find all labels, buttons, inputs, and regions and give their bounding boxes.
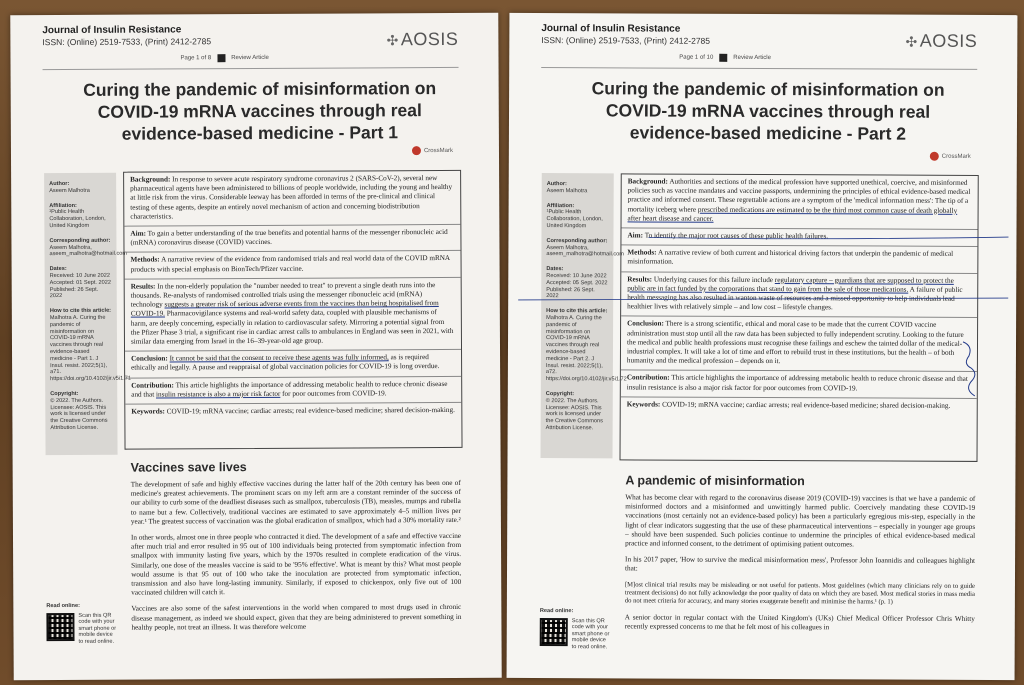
body-text: [625, 493, 976, 640]
read-online-text: Scan this QR code with your smart phone or mobile device to read online.: [571, 617, 610, 651]
sidebar-text: Malhotra A. Curing the pandemic of misinformation on COVID-19 mRNA vaccines through real evidence-based medicine - Part 1. J Insul. resist. 2022;5(1), a71. https://doi.org/10.4102/jir.v5i1.71: [49, 314, 132, 383]
paper-page-part-2: [507, 13, 1018, 680]
page-info: [180, 54, 268, 62]
journal-name: Journal of Insulin Resistance: [541, 23, 681, 35]
section-heading: A pandemic of misinformation: [625, 473, 805, 489]
paragraph: In his 2017 paper, 'How to survive the medical misinformation mess', Professor John Ioannidis and colleagues highlight that:: [625, 555, 976, 573]
abstract-methods: Methods: A narrative review of the evidence from randomised trials and real world data of the COVID mRNA products with special emphasis on BionTech/Pfizer vaccine.: [130, 254, 450, 274]
abstract-aim: Aim: To identify the major root causes of these public health failures.: [627, 231, 829, 241]
abstract-box: [123, 170, 462, 450]
read-online: [46, 603, 118, 646]
article-type: Review Article: [231, 54, 269, 62]
sidebar-text: Aseem Malhotra, aseem_malhotra@hotmail.com: [546, 244, 624, 258]
sidebar-label: How to cite this article:: [49, 307, 112, 315]
sidebar-text: ¹Public Health Collaboration, London, United Kingdom: [49, 209, 106, 230]
publisher-logo: ✣ AOSIS: [386, 28, 459, 50]
sidebar-text: © 2022. The Authors. Licensee: AOSIS. This work is licensed under the Creative Commons Attribution License.: [50, 397, 108, 431]
abstract-contribution: Contribution: This article highlights the importance of addressing metabolic health to reduce chronic disease and that insulin resistance is also a major risk factor for poor outcomes from COVID-19.: [626, 373, 968, 393]
article-type: Review Article: [733, 54, 771, 62]
qr-code-icon[interactable]: [46, 613, 74, 641]
abstract-conclusion: Conclusion: It cannot be said that the consent to receive these agents was fully informed, as is required ethically and legally. A pause and reappraisal of global vaccination policies for COVID-19 is long overdue.: [131, 353, 440, 373]
abstract-keywords: Keywords: COVID-19; mRNA vaccine; cardiac arrests; real evidence-based medicine; shared decision-making.: [626, 400, 951, 410]
sidebar-label: Copyright:: [50, 390, 79, 397]
sidebar-label: Dates:: [546, 266, 564, 273]
sidebar-text: Received: 10 June 2022 Accepted: 01 Sept. 2022 Published: 26 Sept. 2022: [49, 272, 111, 300]
sidebar-text: Aseem Malhotra, aseem_malhotra@hotmail.com: [49, 244, 128, 258]
aosis-logo-icon: ✣: [905, 33, 918, 50]
body-text: [131, 479, 462, 640]
crossmark-icon: [412, 146, 421, 155]
qr-code-icon[interactable]: [540, 618, 568, 646]
issn: ISSN: (Online) 2519-7533, (Print) 2412-2785: [42, 36, 212, 48]
sidebar-label: How to cite this article:: [546, 308, 608, 315]
abstract-box: [620, 173, 979, 462]
page-header: [541, 23, 977, 73]
crossmark-icon: [930, 152, 939, 161]
abstract-methods: Methods: A narrative review of both current and historical driving factors that underpin the pandemic of medical misinformation.: [627, 248, 954, 267]
sidebar-text: Aseem Malhotra: [546, 187, 588, 195]
sidebar-text: Aseem Malhotra: [49, 187, 90, 194]
sidebar-text: Malhotra A. Curing the pandemic of misinformation on COVID-19 mRNA vaccines through real evidence-based medicine - Part 2. J Insul. resist. 2022;5(1), a72. https://doi.org/10.4102/jir.v5i1.72: [545, 315, 627, 383]
paper-page-part-1: [10, 13, 501, 681]
abstract-contribution: Contribution: This article highlights the importance of addressing metabolic health to reduce chronic disease and that insulin resistance is also a major risk factor for poor outcomes from COVID-19.: [131, 379, 448, 399]
paragraph: What has become clear with regard to the coronavirus disease 2019 (COVID-19) vaccines is that we have a pandemic of misinformed doctors and a misinformed and unwittingly harmed public. Coercively mandating these COVID-19 vaccinations (most certainly not an evidence-based policy) has been a particularly egregious mis-step, especially in the light of clear indicators suggesting that the use of these pharmaceutical interventions – especially in younger age groups – should have been suspended. Such policies continue to undermine the principles of ethical evidence-based medical practice and informed consent, to the detriment of optimising patient outcomes.: [625, 493, 976, 549]
sidebar-label: Corresponding author:: [49, 237, 111, 244]
paragraph: In other words, almost one in three people who contracted it died. The development of a safe and effective vaccine after much trial and error resulted in 95 out of 100 individuals being protected from symptomatic infection from smallpox with immunity lasting five years, which by the 1970s resulted in complete eradication of the virus. Similarly, one dose of the measles vaccine is said to be '95% effective'. What is meant by this? What most people would assume is that 95 out of 100 who take the inoculation are protected from symptomatic infection, transmission and also have long-lasting immunity. Similarly, if exposed to chickenpox, only five out of 100 vaccinated children will catch it.: [130, 531, 462, 597]
square-icon: [719, 54, 727, 62]
page-header: [42, 23, 458, 73]
article-sidebar: [44, 173, 132, 455]
aosis-logo-icon: ✣: [386, 32, 399, 49]
read-online-label: Read online:: [46, 602, 80, 610]
sidebar-label: Corresponding author:: [546, 237, 608, 245]
paragraph: Vaccines are also some of the safest interventions in the world when compared to most drugs used in chronic disease management, as indeed we should expect, given that they are being administered to prevent something in healthy people, not treat an illness. It was therefore welcome: [131, 603, 462, 632]
sidebar-text: © 2022. The Authors. Licensee: AOSIS. This work is licensed under the Creative Commons Attribution License.: [545, 397, 603, 432]
sidebar-label: Affiliation:: [49, 202, 77, 209]
crossmark-badge: CrossMark: [412, 146, 453, 155]
paragraph: A senior doctor in regular contact with the United Kingdom's (UKs) Chief Medical Officer Professor Chris Whitty recently expressed concerns to me that he felt most of his colleagues in: [624, 613, 975, 632]
page-info: [679, 54, 771, 62]
article-title: Curing the pandemic of misinformation on COVID-19 mRNA vaccines through real evidence-based medicine - Part 2: [591, 78, 945, 144]
sidebar-label: Author:: [546, 181, 567, 188]
sidebar-label: Copyright:: [545, 390, 575, 398]
abstract-results: Results: In the non-elderly population the "number needed to treat" to prevent a single death runs into the thousands. Re-analysts of randomised controlled trials using the messenger ribonucleic acid (mRNA) technology suggests a greater risk of serious adverse events from the vaccines than being hospitalised from COVID-19. Pharmacovigilance systems and real-world safety data, coupled with plausible mechanisms of harm, are deeply concerning, especially in relation to cardiovascular safety. Mirroring a potential signal from the Pfizer Phase 3 trial, a significant rise in cardiac arrest calls to ambulances in England was seen in 2021, with similar data emerging from Israel in the 16–39-year-old age group.: [130, 280, 454, 346]
publisher-logo: ✣ AOSIS: [905, 30, 978, 51]
sidebar-label: Dates:: [49, 266, 67, 273]
abstract-results: Results: Underlying causes for this failure include regulatory capture – guardians that are supposed to protect the public are in fact funded by the corporations that stand to gain from the sale of those medications. A failure of public health messaging has also resulted in wanton waste of resources and a missed opportunity to help individuals lead healthier lives with relatively simple – and low cost – lifestyle changes.: [627, 275, 963, 312]
abstract-background: Background: Authorities and sections of the medical profession have supported unethical, coercive, and misinformed policies such as vaccine mandates and vaccine passports, undermining the principles of ethical evidence-based medical practice and informed consent. These regrettable actions are a symptom of the 'medical information mess': The tip of a mortality iceberg where prescribed medications are estimated to be the third most common cause of death globally after heart disease and cancer.: [627, 177, 971, 223]
crossmark-badge: CrossMark: [930, 152, 971, 161]
article-title: Curing the pandemic of misinformation on COVID-19 mRNA vaccines through real evidence-based medicine - Part 1: [83, 78, 437, 144]
abstract-background: Background: In response to severe acute respiratory syndrome coronavirus 2 (SARS-CoV-2), several new pharmaceutical agents have been administered to billions of people worldwide, including the young and healthy at little risk from the virus. Considerable leeway has been afforded in terms of the pre-clinical and clinical testing of these agents, despite an entirely novel mechanism of action and concerning biodistribution characteristics.: [130, 174, 453, 221]
abstract-conclusion: Conclusion: There is a strong scientific, ethical and moral case to be made that the current COVID vaccine administration must stop until all the raw data has been subjected to fully independent scrutiny. Looking to the future the medical and public health professions must recognise these failings and eschew the tainted dollar of the medical-industrial complex. It will take a lot of time and effort to rebuild trust in these institutions, but the health – of both humanity and the medical profession – depends on it.: [626, 319, 964, 366]
sidebar-label: Author:: [49, 180, 70, 188]
section-heading: Vaccines save lives: [130, 460, 247, 475]
read-online: [540, 608, 612, 651]
article-sidebar: [541, 173, 627, 458]
sidebar-label: Affiliation:: [546, 202, 575, 209]
abstract-keywords: Keywords: COVID-19; mRNA vaccine; cardiac arrests; real evidence-based medicine; shared decision-making.: [131, 406, 455, 416]
square-icon: [217, 54, 225, 62]
quote-block: [M]ost clinical trial results may be misleading or not useful for patients. Most guidelines (which many clinicians rely on to guide treatment decisions) do not fully acknowledge the poor quality of data on which they are based. Most medical stories in mass media do not meet criteria for accuracy, and many stories exaggerate benefit and minimise the harms.¹ (p. 1): [624, 581, 975, 607]
page-number: Page 1 of 10: [679, 54, 714, 61]
abstract-aim: Aim: To gain a better understanding of the true benefits and potential harms of the messenger ribonucleic acid (mRNA) coronavirus disease (COVID) vaccines.: [130, 228, 448, 247]
read-online-text: Scan this QR code with your smart phone or mobile device to read online.: [78, 612, 117, 645]
read-online-label: Read online:: [539, 608, 574, 615]
page-number: Page 1 of 8: [180, 55, 212, 62]
issn: ISSN: (Online) 2519-7533, (Print) 2412-2785: [541, 35, 711, 46]
paragraph: The development of safe and highly effective vaccines during the latter half of the 20th century has been one of medicine's greatest achievements. The prominent scars on my left arm are a constant reminder of the success of our ability to curb some of the deadliest diseases such as smallpox, tuberculosis (TB), measles, mumps and rubella to name but a few. Collectively, traditional vaccines are estimated to save approximately 4–5 million lives per year.¹ The greatest success of vaccination was the global eradication of smallpox, which had a 30% mortality rate.²: [130, 478, 461, 526]
sidebar-text: ¹Public Health Collaboration, London, United Kingdom: [546, 209, 603, 230]
journal-name: Journal of Insulin Resistance: [42, 24, 182, 37]
sidebar-text: Received: 10 June 2022 Accepted: 05 Sept. 2022 Published: 26 Sept. 2022: [546, 273, 608, 300]
